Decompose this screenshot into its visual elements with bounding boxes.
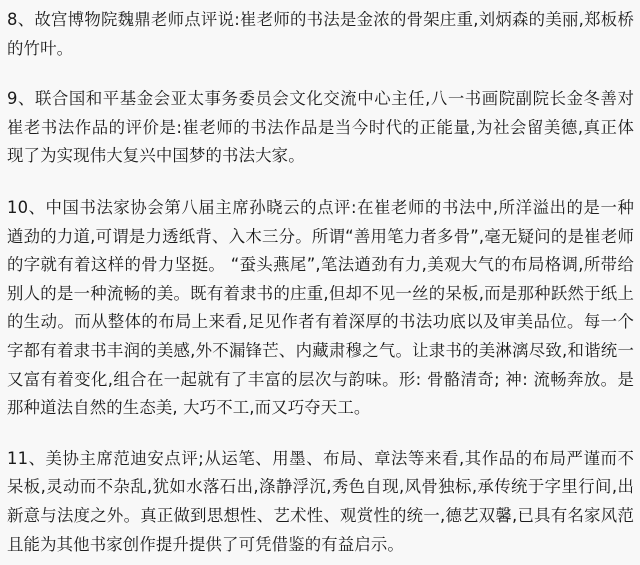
paragraph-item-10: 10、中国书法家协会第八届主席孙晓云的点评:在崔老师的书法中,所洋溢出的是一种遒劲的力道,可谓是力透纸背、入木三分。所谓“善用笔力者多骨”,毫无疑问的是崔老师的字就有着这样的骨力坚挺。 “蚕头燕尾”,笔法遒劲有力,美观大气的布局格调,所带给别人的是一种流畅的美。既有着隶书的庄重,但却不见一丝的呆板,而是那种跃然于纸上的生动。而从整体的布局上来看,足见作者有着深厚的书法功底以及审美品位。每一个字都有着隶书丰润的美感,外不漏锋芒、内藏肃穆之气。让隶书的美淋漓尽致,和谐统一又富有着变化,组合在一起就有了丰富的层次与韵味。形: 骨骼清奇; 神: 流畅奔放。是那种道法自然的生态美, 大巧不工,而又巧夺天工。 [7, 197, 634, 418]
paragraph-item-8: 8、故宫博物院魏鼎老师点评说:崔老师的书法是金浓的骨架庄重,刘炳森的美丽,郑板桥的竹叶。 [7, 10, 634, 58]
paragraph-item-11: 11、美协主席范迪安点评;从运笔、用墨、布局、章法等来看,其作品的布局严谨而不呆板,灵动而不杂乱,犹如水落石出,涤静浮沉,秀色自现,风骨独标,承传统于字里行间,出新意与法度之外。真正做到思想性、艺术性、观赏性的统一,德艺双馨,已具有名家风范且能为其他书家创作提升提供了可凭借鉴的有益启示。 [7, 448, 634, 554]
paragraph-item-9: 9、联合国和平基金会亚太事务委员会文化交流中心主任,八一书画院副院长金冬善对崔老书法作品的评价是:崔老师的书法作品是当今时代的正能量,为社会留美德,真正体现了为实现伟大复兴中国梦的书法大家。 [7, 89, 634, 166]
